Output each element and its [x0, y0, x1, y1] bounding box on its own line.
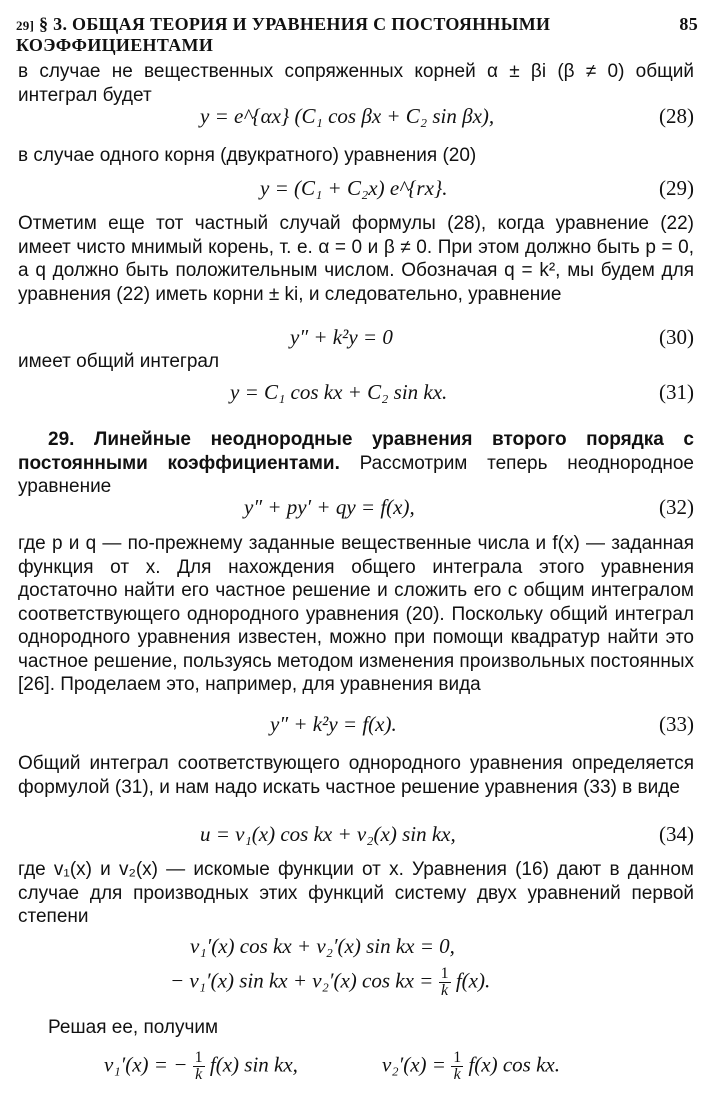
- equation-34-number: (34): [659, 822, 694, 846]
- equation-34-formula: u = v₁(x) cos kx + v₂(x) sin kx,: [200, 822, 456, 846]
- equation-31-formula: y = C₁ cos kx + C₂ sin kx.: [230, 380, 448, 404]
- section-29-intro: Рассмотрим теперь неоднородное уравнение: [18, 452, 694, 497]
- fraction-1-over-k: [193, 1050, 205, 1083]
- equation-31-number: (31): [659, 380, 694, 404]
- equation-28-formula: y = e^{αx} (C₁ cos βx + C₂ sin βx),: [200, 104, 495, 128]
- equation-33-formula: y″ + k²y = f(x).: [270, 712, 397, 736]
- system-equation-2-left: − v₁′(x) sin kx + v₂′(x) cos kx =: [170, 968, 434, 993]
- fraction-1-over-k: [439, 966, 451, 999]
- fraction-denominator: k: [453, 1066, 461, 1083]
- paragraph-imaginary-root: Отметим еще тот частный случай формулы (28), когда уравнение (22) имеет чисто мнимый корень, т. е. α = 0 и β ≠ 0. При этом должно быть p = 0, а q должно быть положительным числом. Обозначая q = k², мы будем для уравнения (22) иметь корни ± ki, и следовательно, уравнение: [18, 213, 694, 305]
- equation-32-number: (32): [659, 495, 694, 519]
- equation-28-number: (28): [659, 104, 694, 128]
- solution-1-right: f(x) sin kx,: [209, 1052, 298, 1077]
- equation-29-number: (29): [659, 176, 694, 200]
- fraction-numerator: 1: [194, 1049, 203, 1066]
- fraction-numerator: 1: [453, 1049, 462, 1066]
- paragraph-double-root: в случае одного корня (двукратного) уравнения (20): [18, 145, 477, 166]
- paragraph-homogeneous: Общий интеграл соответствующего однородного уравнения определяется формулой (31), и нам надо искать частное решение уравнения (33) в виде: [18, 753, 694, 798]
- paragraph-complex-roots: в случае не вещественных сопряженных корней α ± βi (β ≠ 0) общий интеграл будет: [18, 61, 694, 106]
- equation-30-formula: y″ + k²y = 0: [290, 325, 393, 349]
- section-29-title: 29. Линейные неоднородные уравнения второго порядка с постоянными коэффициентами.: [18, 429, 694, 474]
- fraction-1-over-k: [451, 1050, 463, 1083]
- page-number: 85: [679, 14, 698, 34]
- paragraph-unknown-functions: где v₁(x) и v₂(x) — искомые функции от x. Уравнения (16) дают в данном случае для производных этих функций систему двух уравнений первой степени: [18, 859, 694, 927]
- system-equation-1-formula: v₁′(x) cos kx + v₂′(x) sin kx = 0,: [190, 934, 455, 958]
- header-section-title: § 3. ОБЩАЯ ТЕОРИЯ И УРАВНЕНИЯ С ПОСТОЯННЫМИ КОЭФФИЦИЕНТАМИ: [16, 14, 551, 55]
- paragraph-general-integral: имеет общий интеграл: [18, 351, 220, 372]
- equation-32-formula: y″ + py′ + qy = f(x),: [244, 495, 415, 519]
- equation-33-number: (33): [659, 712, 694, 736]
- solution-1-left: v₁′(x) = −: [104, 1052, 188, 1077]
- equation-29-formula: y = (C₁ + C₂x) e^{rx}.: [260, 176, 448, 200]
- paragraph-section-29: [18, 428, 694, 499]
- paragraph-solving: Решая ее, получим: [48, 1017, 219, 1038]
- solution-2-right: f(x) cos kx.: [468, 1052, 560, 1077]
- fraction-denominator: k: [195, 1066, 203, 1083]
- equation-30-number: (30): [659, 325, 694, 349]
- fraction-numerator: 1: [440, 965, 449, 982]
- header-page-ref: 29]: [16, 18, 35, 33]
- solution-2-left: v₂′(x) =: [382, 1052, 446, 1077]
- running-header: [16, 14, 698, 56]
- system-equation-2-right: f(x).: [455, 968, 491, 993]
- fraction-denominator: k: [441, 982, 449, 999]
- paragraph-method-variation: где p и q — по-прежнему заданные вещественные числа и f(x) — заданная функция от x. Для нахождения общего интеграла этого уравнения достаточно найти его частное решение и сложить его с общим интегралом соответствующего однородного уравнения (20). Поскольку общий интеграл однородного уравнения известен, можно при помощи квадратур найти это частное решение, пользуясь методом изменения произвольных постоянных [26]. Проделаем это, например, для уравнения вида: [18, 533, 694, 695]
